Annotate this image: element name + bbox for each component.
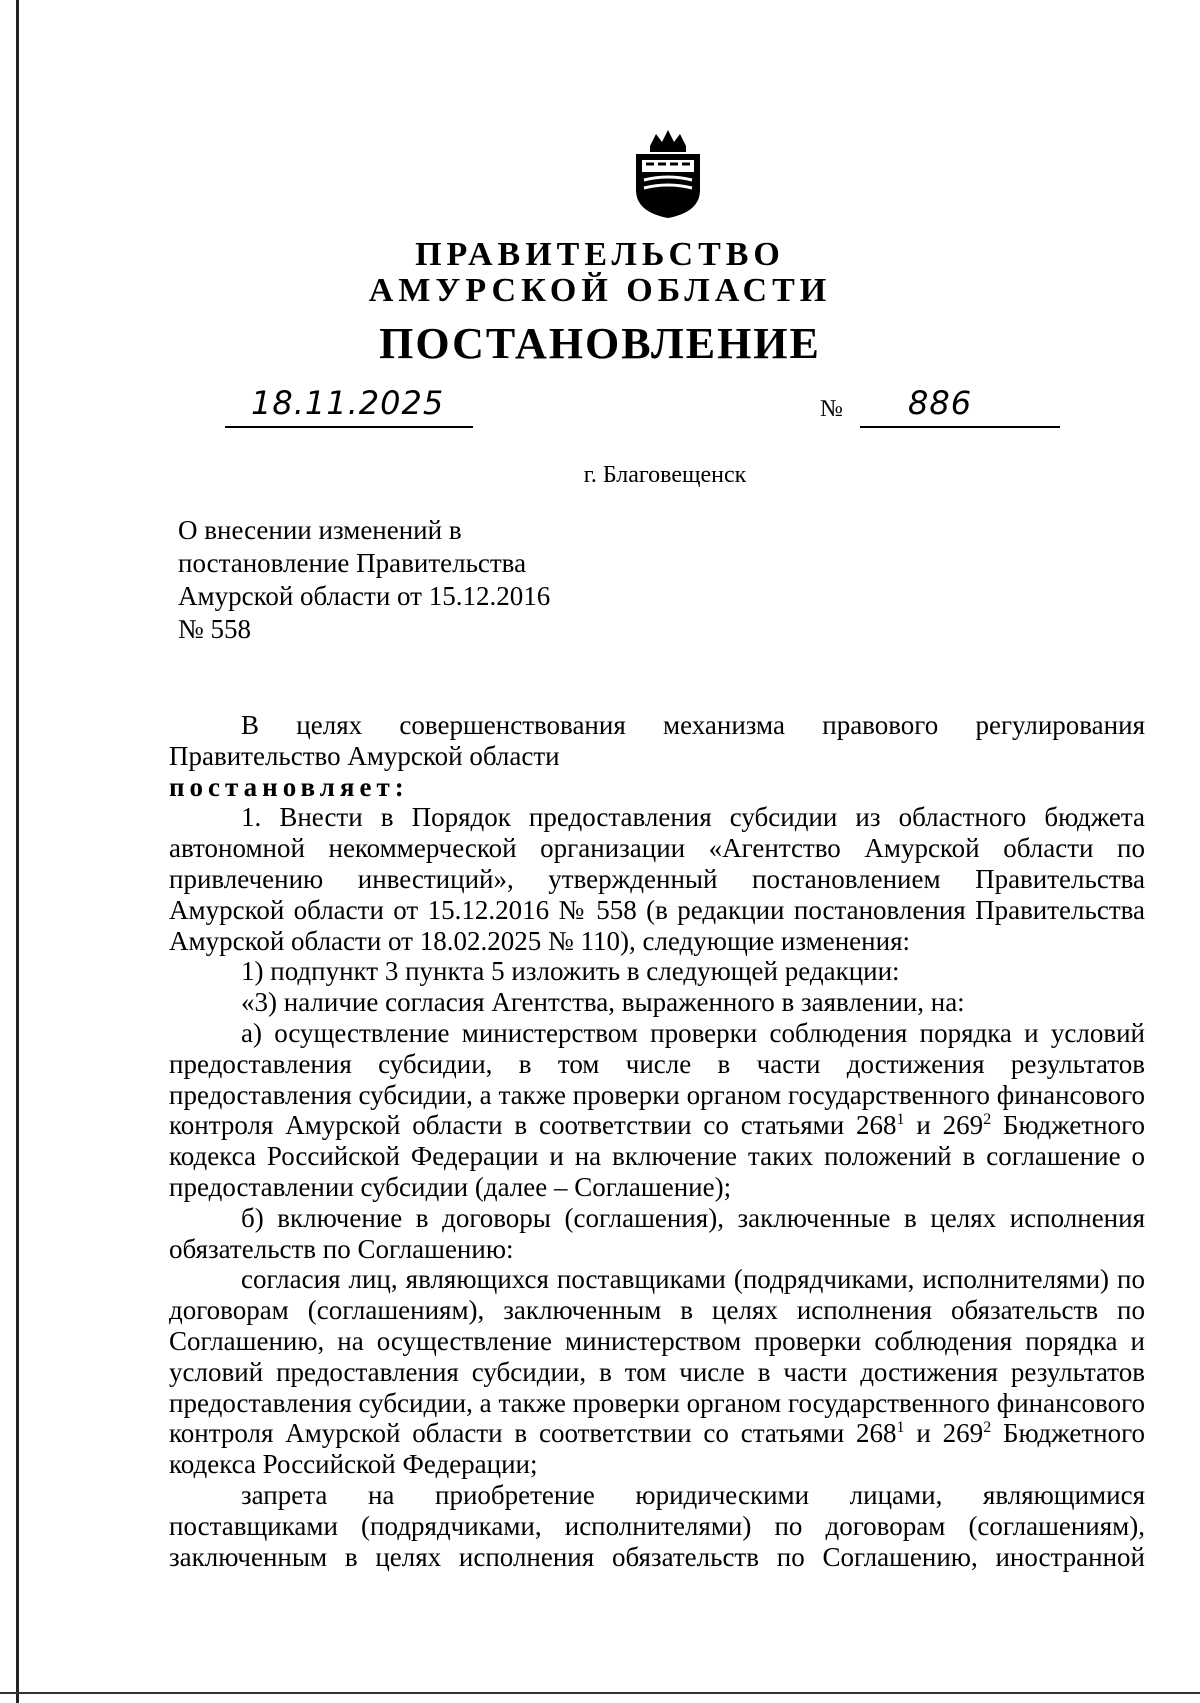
subject-line: № 558 <box>178 614 252 644</box>
subject-block <box>178 514 598 646</box>
preamble-paragraph: В целях совершенствования механизма правового регулирования Правительство Амурской области <box>169 710 1145 771</box>
subject-line: Амурской области от 15.12.2016 <box>178 581 551 611</box>
region-title: АМУРСКОЙ ОБЛАСТИ <box>368 272 832 309</box>
number-field <box>860 386 1060 428</box>
superscript: 2 <box>983 1419 992 1437</box>
subitem-a-text: а) осуществление министерством проверки соблюдения порядка и условий предоставления субсидии, в том числе в части достижения результатов предоставления субсидии, а также проверки органом государственного финансового контроля Амурской области в соответствии со статьями 268 <box>169 1017 1145 1141</box>
document-type-title: ПОСТАНОВЛЕНИЕ <box>379 319 821 368</box>
city-name: г. Благовещенск <box>583 462 747 488</box>
superscript: 1 <box>896 1111 905 1129</box>
item-1-paragraph: 1. Внести в Порядок предоставления субсидии из областного бюджета автономной некоммерческой организации «Агентство Амурской области по привлечению инвестиций», утвержденный постановлением Правительства Амурской области от 15.12.2016 № 558 (в редакции постановления Правительства Амурской области от 18.02.2025 № 110), следующие изменения: <box>169 802 1145 956</box>
number-label: № <box>820 396 843 422</box>
document-body <box>169 710 1145 1572</box>
scan-bottom-line <box>0 1692 1200 1694</box>
subitem-a-text: и 269 <box>904 1110 984 1141</box>
subject-line: постановление Правительства <box>178 548 527 578</box>
subitem-1-paragraph: 1) подпункт 3 пункта 5 изложить в следующей редакции: <box>241 956 900 987</box>
subitem-b-paragraph: б) включение в договоры (соглашения), заключенные в целях исполнения обязательств по Соглашению: <box>169 1202 1145 1264</box>
consent-text: согласия лиц, являющихся поставщиками (подрядчиками, исполнителями) по договорам (соглашениям), заключенным в целях исполнения обязательств по Соглашению, на осуществление министерством проверки соблюдения порядка и условий предоставления субсидии, в том числе в части достижения результатов предоставления субсидии, а также проверки органом государственного финансового контроля Амурской области в соответствии со статьями 268 <box>169 1264 1145 1449</box>
subject-line: О внесении изменений в <box>178 515 462 545</box>
ban-paragraph: запрета на приобретение юридическими лицами, являющимися поставщиками (подрядчиками, исполнителями) по договорам (соглашениям), заключенным в целях исполнения обязательств по Соглашению, иностранной <box>169 1479 1145 1572</box>
superscript: 2 <box>983 1111 992 1129</box>
consent-paragraph <box>169 1264 1145 1480</box>
number-value: 886 <box>908 384 973 422</box>
coat-of-arms-emblem <box>628 128 708 220</box>
consent-text: и 269 <box>904 1418 984 1449</box>
consent-text: Бюджетного кодекса Российской Федерации; <box>169 1418 1146 1480</box>
government-title: ПРАВИТЕЛЬСТВО <box>415 236 785 273</box>
quote-paragraph: «3) наличие согласия Агентства, выраженного в заявлении, на: <box>241 987 965 1018</box>
date-value: 18.11.2025 <box>251 384 445 422</box>
superscript: 1 <box>896 1419 905 1437</box>
subitem-a-text: Бюджетного кодекса Российской Федерации и на включение таких положений в соглашение о предоставлении субсидии (далее – Соглашение); <box>169 1110 1146 1202</box>
date-field <box>225 386 473 428</box>
decree-word: постановляет: <box>169 771 409 802</box>
subitem-a-paragraph <box>169 1018 1145 1203</box>
